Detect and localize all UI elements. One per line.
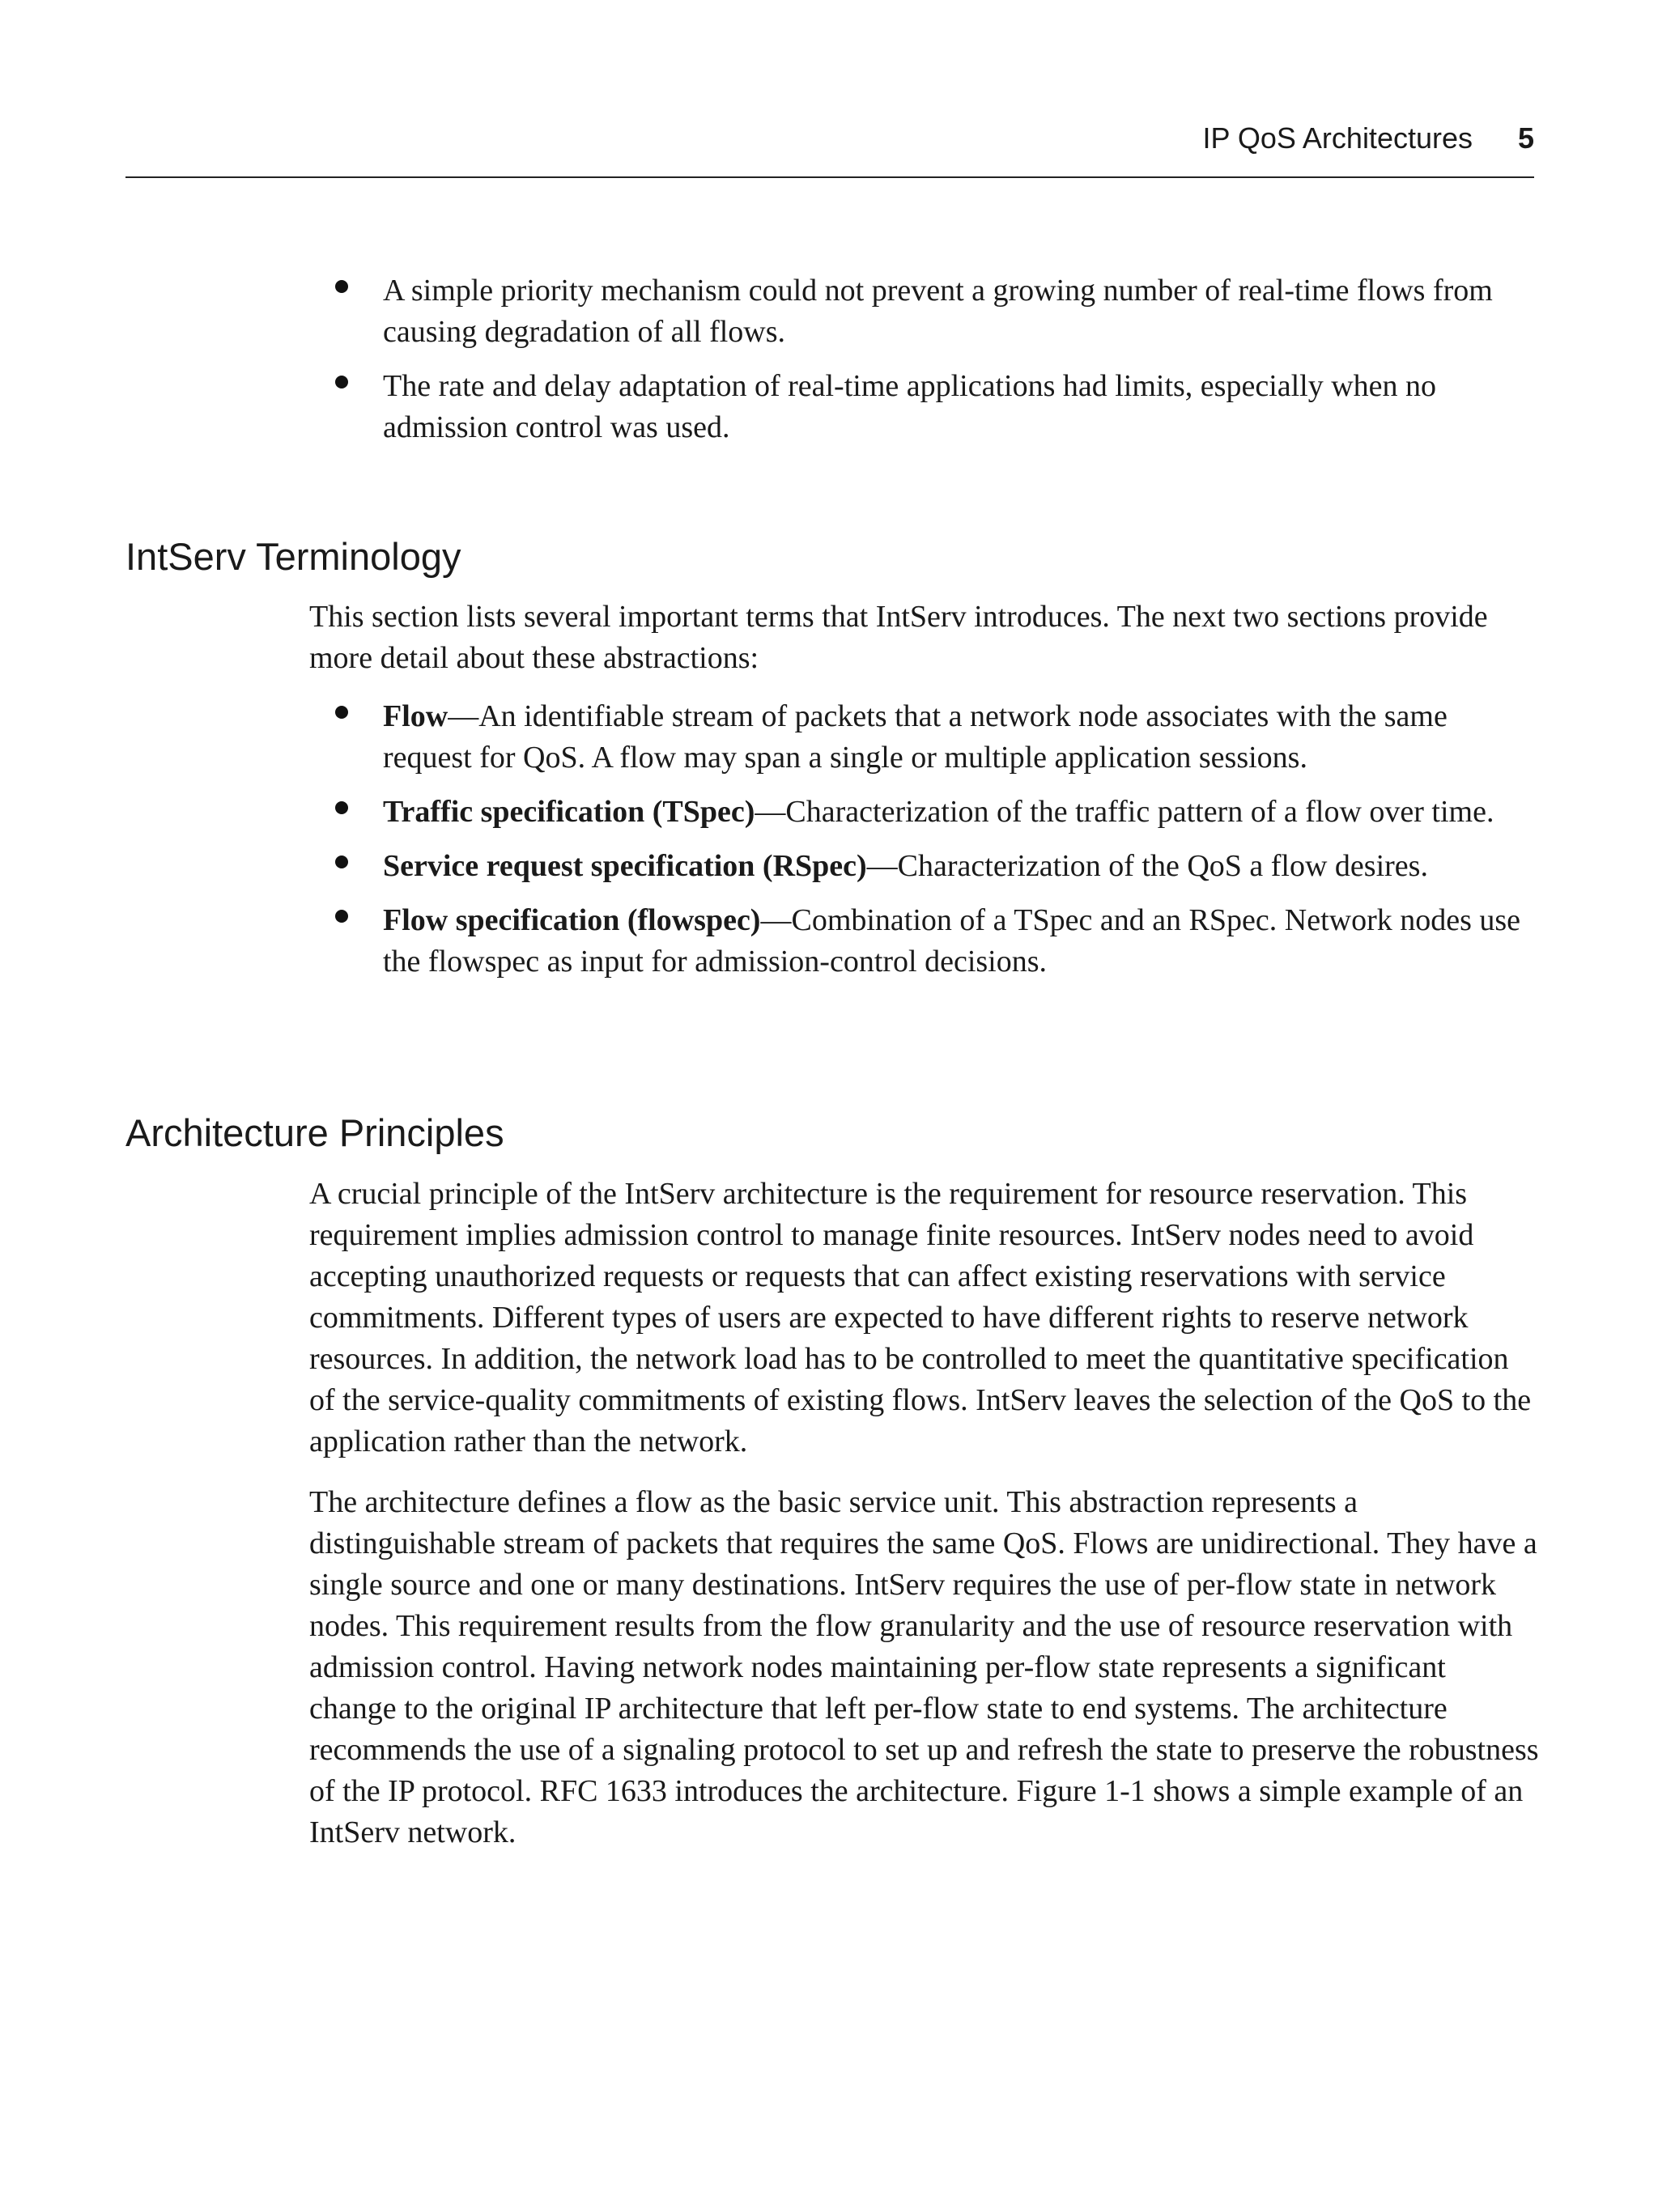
term: Traffic specification (TSpec) — [383, 795, 755, 829]
bullet-icon — [335, 801, 348, 814]
page-number: 5 — [1517, 121, 1534, 155]
principles-paragraph-1: A crucial principle of the IntServ architecture is the requirement for resource reservation. This requirement implies admission control to manage finite resources. IntServ nodes need to avoid accepting unauthorized requests or requests that can affect existing reservations with service commitments. Different types of users are expected to have different rights to reserve network resources. In addition, the network load has to be controlled to meet the quantitative specification of the service-quality commitments of existing flows. IntServ leaves the selection of the QoS to the application rather than the network. — [309, 1177, 1532, 1458]
term-item: Flow—An identifiable stream of packets that a network node associates with the same request for QoS. A flow may span a single or multiple application sessions. — [332, 696, 1538, 779]
terminology-intro — [309, 597, 1540, 679]
intro-paragraph: This section lists several important terms that IntServ introduces. The next two sections provide more detail about these abstractions: — [309, 600, 1488, 675]
bullet-icon — [335, 706, 348, 719]
principles-body — [309, 1174, 1540, 1853]
term-item: Flow specification (flowspec)—Combination of a TSpec and an RSpec. Network nodes use the flowspec as input for admission-control decisions. — [332, 900, 1538, 983]
principles-paragraph-2: The architecture defines a flow as the basic service unit. This abstraction represents a distinguishable stream of packets that requires the same QoS. Flows are unidirectional. They have a single source and one or many destinations. IntServ requires the use of per-flow state in network nodes. This requirement results from the flow granularity and the use of resource reservation with admission control. Having network nodes maintaining per-flow state represents a significant change to the original IP architecture that left per-flow state to end systems. The architecture recommends the use of a signaling protocol to set up and refresh the state to preserve the robustness of the IP protocol. RFC 1633 introduces the architecture. Figure 1-1 shows a simple example of an IntServ network. — [309, 1485, 1539, 1849]
term: Service request specification (RSpec) — [383, 849, 867, 883]
section-heading-terminology: IntServ Terminology — [125, 535, 461, 578]
bullet-icon — [335, 280, 348, 293]
definition: Combination of a TSpec and an RSpec. Network nodes use the flowspec as input for admission-control decisions. — [383, 903, 1521, 979]
top-bullet-list — [332, 270, 1538, 461]
header-title: IP QoS Architectures — [1202, 121, 1473, 155]
term: Flow — [383, 699, 449, 733]
term: Flow specification (flowspec) — [383, 903, 761, 937]
terminology-list — [332, 696, 1538, 996]
list-item: The rate and delay adaptation of real-time applications had limits, especially when no admission control was used. — [332, 366, 1538, 448]
bullet-icon — [335, 910, 348, 923]
list-item: A simple priority mechanism could not prevent a growing number of real-time flows from causing degradation of all flows. — [332, 270, 1538, 353]
definition: An identifiable stream of packets that a network node associates with the same request for QoS. A flow may span a single or multiple application sessions. — [383, 699, 1448, 775]
bullet-icon — [335, 376, 348, 388]
term-item: Service request specification (RSpec)—Characterization of the QoS a flow desires. — [332, 846, 1538, 887]
bullet-icon — [335, 856, 348, 868]
section-heading-principles: Architecture Principles — [125, 1111, 504, 1154]
definition: Characterization of the traffic pattern of a flow over time. — [785, 795, 1494, 829]
running-header — [125, 118, 1534, 178]
term-item: Traffic specification (TSpec)—Characterization of the traffic pattern of a flow over time. — [332, 792, 1538, 833]
definition: Characterization of the QoS a flow desires. — [897, 849, 1428, 883]
